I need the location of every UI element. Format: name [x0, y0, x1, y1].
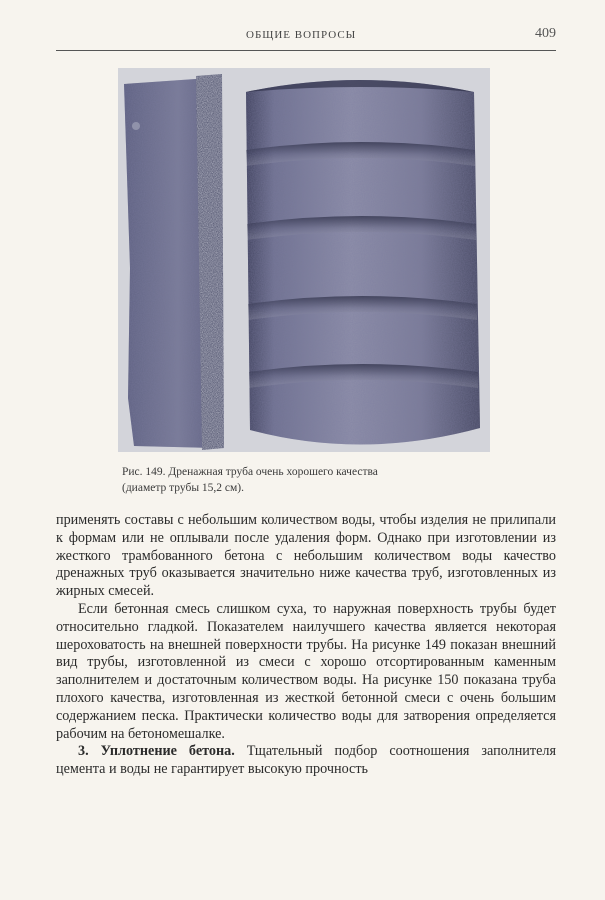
section-heading-compaction: 3. Уплотнение бетона. [78, 743, 235, 760]
figure-caption [122, 464, 502, 496]
page-number: 409 [535, 26, 556, 41]
paragraph-3 [56, 743, 556, 779]
pipe-section-left [124, 74, 224, 450]
paragraph-2: Если бетонная смесь слишком суха, то наружная поверхность трубы будет относительно гладкой. Показателем наилучшего качества является некоторая шероховатость на внешней поверхности трубы. На рисунке 149 показан внешний вид трубы, изготовленной из смеси с хорошо отсортированным каменным заполнителем и достаточным количеством воды. На рисунке 150 показана труба плохого качества, изготовленная из жесткой бетонной смеси с очень большим содержанием песка. Практически количество воды для затворения определяется рабочим на бетономешалке. [56, 600, 556, 742]
figure-caption-line-2: (диаметр трубы 15,2 см). [122, 482, 245, 494]
running-header [56, 26, 556, 48]
figure-caption-line-1: Рис. 149. Дренажная труба очень хорошего качества [122, 466, 378, 478]
paragraph-3-text: Тщательный подбор соотношения заполнителя цемента и воды не гарантирует высокую прочность [56, 743, 556, 778]
body-text [56, 512, 556, 779]
paragraph-1: применять составы с небольшим количеством воды, чтобы изделия не прилипали к формам или не оплывали после удаления форм. Однако при изготовлении из жесткого трамбованного бетона с небольшим количеством воды качество дренажных труб оказывается значительно ниже качества труб, изготовленных из жирных смесей. [56, 512, 556, 600]
pipe-cylinder [246, 80, 480, 445]
drain-pipe-photo [118, 68, 490, 452]
figure-photo-drain-pipe [118, 68, 490, 452]
header-rule [56, 50, 556, 51]
running-header-title: ОБЩИЕ ВОПРОСЫ [246, 29, 357, 41]
